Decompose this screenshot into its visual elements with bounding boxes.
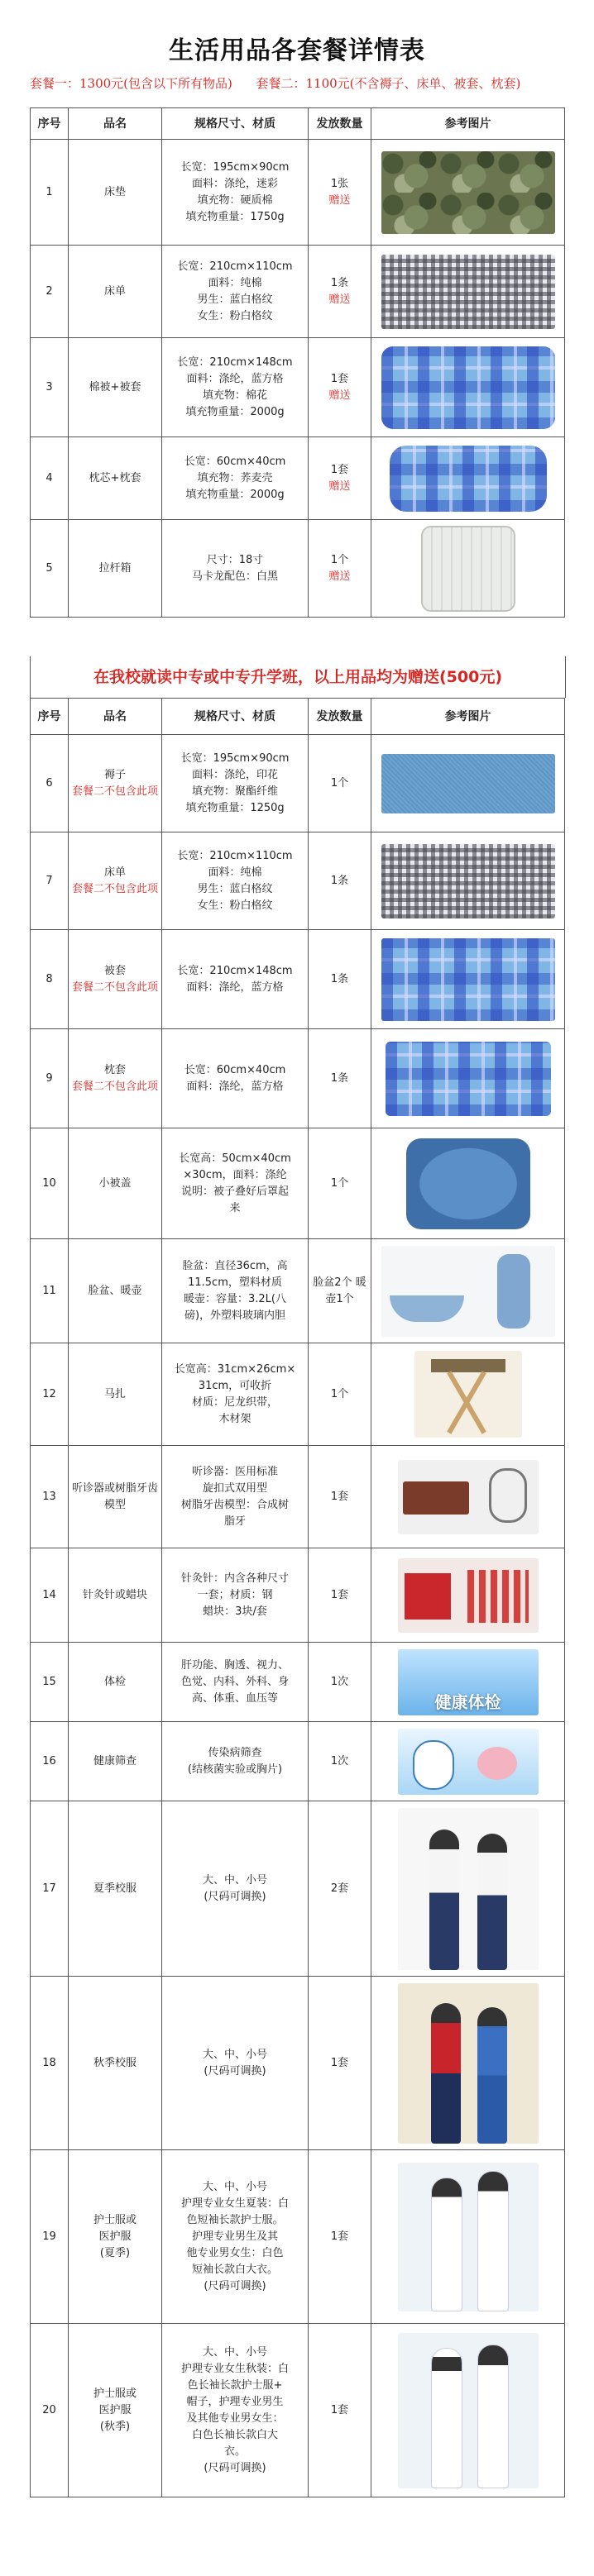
- spec-line: 男生：蓝白格纹: [197, 882, 273, 895]
- table-row: [31, 1343, 565, 1446]
- mattress-pad-image: [381, 754, 555, 813]
- spec-line: 高、体重、血压等: [191, 1691, 278, 1705]
- row-no: 10: [31, 1128, 69, 1239]
- row-image: [371, 338, 565, 437]
- package-line: [0, 71, 594, 96]
- qty-value: 1套: [330, 372, 349, 385]
- spec-line: 11.5cm，塑料材质: [188, 1276, 282, 1289]
- row-qty: 1个: [309, 735, 371, 832]
- row-name: 脸盆、暖壶: [69, 1239, 162, 1343]
- item-name: 褥子: [103, 768, 126, 781]
- row-name: [69, 1029, 162, 1128]
- row-name: [69, 735, 162, 832]
- spec-line: 长宽：60cm×40cm: [184, 1063, 286, 1076]
- table-row: [31, 1548, 565, 1643]
- row-no: 8: [31, 930, 69, 1029]
- row-name: 健康筛查: [69, 1722, 162, 1801]
- doctor-figure-icon: [477, 2171, 509, 2311]
- header-spec: 规格尺寸、材质: [162, 108, 309, 140]
- spec-line: 大、中、小号: [202, 2345, 267, 2359]
- spec-line: (尺码可调换): [204, 2064, 266, 2077]
- row-qty: 1次: [309, 1643, 371, 1722]
- row-image: [371, 1801, 565, 1977]
- pillow-image: [390, 446, 547, 512]
- spec-line: 护理专业女生秋装：白: [180, 2362, 289, 2375]
- row-image: [371, 437, 565, 520]
- header-qty: 发放数量: [309, 699, 371, 735]
- row-image: [371, 930, 565, 1029]
- nurse-figure-icon: [431, 2178, 462, 2311]
- excluded-note: 套餐二不包含此项: [72, 785, 159, 798]
- spec-line: 传染病筛查: [208, 1746, 262, 1759]
- table-row: [31, 930, 565, 1029]
- spec-line: 面料：涤纶，迷彩: [191, 177, 278, 190]
- spec-line: 长宽：60cm×40cm: [184, 455, 286, 468]
- row-qty: [309, 140, 371, 246]
- spec-line: 护理专业男生及其: [191, 2230, 278, 2243]
- row-image: [371, 140, 565, 246]
- health-check-banner-text: 健康体检: [434, 1691, 501, 1712]
- row-name: 棉被+被套: [69, 338, 162, 437]
- spec-line: 肝功能、胸透、视力、: [180, 1658, 289, 1672]
- spec-line: 面料：纯棉: [208, 866, 262, 879]
- spec-line: 长宽：210cm×148cm: [177, 355, 293, 369]
- doctor-figure-icon: [477, 2345, 509, 2488]
- row-no: 2: [31, 246, 69, 338]
- row-qty: 1个: [309, 1343, 371, 1446]
- spec-line: 旋扣式双用型: [202, 1481, 267, 1495]
- table-section-2: [30, 698, 565, 2497]
- header-img: 参考图片: [371, 699, 565, 735]
- gift-label: 赠送: [328, 570, 351, 583]
- row-spec: [162, 1128, 309, 1239]
- row-no: 13: [31, 1446, 69, 1548]
- row-name: 听诊器或树脂牙齿模型: [69, 1446, 162, 1548]
- package-1: 套餐一：1300元(包含以下所有物品): [30, 76, 232, 91]
- student-figure-icon: [477, 1834, 507, 1970]
- row-name: 护士服或 医护服 (秋季): [69, 2324, 162, 2497]
- table-row: [31, 1128, 565, 1239]
- summer-nurse-uniform-image: [398, 2163, 539, 2311]
- stool-seat-icon: [431, 1359, 505, 1372]
- table-row: [31, 1029, 565, 1128]
- row-name: 床单: [69, 246, 162, 338]
- row-image: [371, 832, 565, 930]
- table-row: [31, 1801, 565, 1977]
- row-no: 12: [31, 1343, 69, 1446]
- row-no: 5: [31, 520, 69, 618]
- row-name: [69, 930, 162, 1029]
- table-section-1: [30, 107, 565, 618]
- doctor-icon: [413, 1740, 454, 1790]
- health-check-banner-image: [398, 1649, 539, 1715]
- row-image: [371, 1977, 565, 2150]
- table-row: [31, 338, 565, 437]
- spec-line: 说明：被子叠好后罩起: [180, 1185, 289, 1198]
- row-image: [371, 2324, 565, 2497]
- row-qty: 1套: [309, 1977, 371, 2150]
- row-spec: [162, 1977, 309, 2150]
- basin-thermos-image: [381, 1246, 555, 1337]
- spec-line: 面料：涤纶，印花: [191, 768, 278, 781]
- spec-line: 色短袖长款护士服。: [186, 2213, 284, 2226]
- gift-label: 赠送: [328, 389, 351, 402]
- row-image: [371, 1643, 565, 1722]
- table-row: [31, 520, 565, 618]
- row-name: 马扎: [69, 1343, 162, 1446]
- row-spec: [162, 437, 309, 520]
- spec-line: 他专业男女生：白色: [186, 2246, 284, 2259]
- row-name: [69, 832, 162, 930]
- spec-line: 白色长袖长款白大: [191, 2428, 278, 2441]
- spec-line: 男生：蓝白格纹: [197, 293, 273, 306]
- table-row: [31, 1239, 565, 1343]
- camo-mattress-image: [381, 151, 555, 234]
- row-image: [371, 1548, 565, 1643]
- row-name: 护士服或 医护服 (夏季): [69, 2150, 162, 2324]
- row-qty: 1套: [309, 2150, 371, 2324]
- row-qty: 1条: [309, 832, 371, 930]
- spec-line: 木材架: [218, 1412, 251, 1425]
- spec-line: 面料：涤纶，蓝方格: [186, 980, 284, 994]
- row-no: 19: [31, 2150, 69, 2324]
- row-spec: [162, 2150, 309, 2324]
- spec-line: 女生：粉白格纹: [197, 309, 273, 322]
- row-qty: [309, 338, 371, 437]
- header-name: 品名: [69, 108, 162, 140]
- row-qty: 脸盆2个 暖壶1个: [309, 1239, 371, 1343]
- row-qty: 1套: [309, 1548, 371, 1643]
- spec-line: 尺寸：18寸: [206, 553, 264, 566]
- row-spec: [162, 930, 309, 1029]
- table-header-row: [31, 108, 565, 140]
- item-name: 被套: [103, 964, 126, 977]
- basin-icon: [390, 1295, 464, 1322]
- quilt-image: [381, 346, 555, 429]
- item-name: 床单: [103, 866, 126, 879]
- row-spec: [162, 246, 309, 338]
- header-qty: 发放数量: [309, 108, 371, 140]
- table-row: [31, 1643, 565, 1722]
- spec-line: 树脂牙齿模型：合成树: [180, 1498, 289, 1511]
- header-name: 品名: [69, 699, 162, 735]
- row-qty: 1次: [309, 1722, 371, 1801]
- spec-line: (结核菌实验或胸片): [187, 1763, 283, 1776]
- spec-line: (尺码可调换): [204, 2461, 266, 2474]
- row-spec: [162, 140, 309, 246]
- spec-line: 脂牙: [223, 1515, 246, 1528]
- spec-line: 及其他专业男女生：: [186, 2411, 284, 2425]
- row-qty: 1套: [309, 2324, 371, 2497]
- row-image: [371, 1029, 565, 1128]
- package-2: 套餐二：1100元(不含褥子、床单、被套、枕套): [256, 76, 521, 91]
- student-figure-icon: [431, 2003, 461, 2144]
- row-image: [371, 1128, 565, 1239]
- spec-line: 填充物重量：2000g: [185, 488, 285, 501]
- row-no: 18: [31, 1977, 69, 2150]
- spec-line: 长宽：210cm×110cm: [177, 849, 293, 862]
- health-screening-image: [398, 1729, 539, 1795]
- spec-line: 女生：粉白格纹: [197, 899, 273, 912]
- gingham-sheet-image: [381, 255, 555, 329]
- spec-line: 长宽：210cm×110cm: [177, 260, 293, 273]
- row-qty: 1条: [309, 930, 371, 1029]
- table-row: [31, 2150, 565, 2324]
- spec-line: 填充物：硬质棉: [197, 193, 273, 207]
- qty-value: 1张: [330, 177, 349, 190]
- row-image: [371, 1239, 565, 1343]
- spec-line: 长宽高：31cm×26cm×: [174, 1362, 296, 1376]
- quilt-cover-image: [406, 1138, 530, 1229]
- spec-line: 31cm，可收折: [198, 1379, 272, 1392]
- row-no: 3: [31, 338, 69, 437]
- row-qty: 1个: [309, 1128, 371, 1239]
- spec-line: 填充物：荞麦壳: [197, 471, 273, 484]
- spec-line: 蜡块：3块/套: [203, 1605, 267, 1618]
- row-image: [371, 1343, 565, 1446]
- student-figure-icon: [477, 2007, 507, 2144]
- row-image: [371, 1446, 565, 1548]
- row-spec: [162, 1643, 309, 1722]
- qty-value: 1套: [330, 463, 349, 476]
- row-spec: [162, 832, 309, 930]
- thermos-icon: [497, 1254, 530, 1329]
- row-spec: [162, 1239, 309, 1343]
- row-qty: 2套: [309, 1801, 371, 1977]
- row-spec: [162, 1446, 309, 1548]
- table-header-row: [31, 699, 565, 735]
- row-spec: [162, 1548, 309, 1643]
- spec-line: 大、中、小号: [202, 1873, 267, 1887]
- table-row: [31, 246, 565, 338]
- teeth-model-icon: [403, 1481, 469, 1515]
- page-title: 生活用品各套餐详情表: [169, 36, 425, 65]
- row-spec: [162, 1722, 309, 1801]
- spec-line: 填充物重量：1750g: [185, 210, 285, 223]
- spec-line: 材质：尼龙织带，: [191, 1395, 278, 1409]
- qty-value: 1条: [330, 276, 349, 289]
- spec-line: 面料：纯棉: [208, 276, 262, 289]
- header-img: 参考图片: [371, 108, 565, 140]
- gift-label: 赠送: [328, 293, 351, 306]
- row-no: 7: [31, 832, 69, 930]
- row-name: 针灸针或蜡块: [69, 1548, 162, 1643]
- row-name: 夏季校服: [69, 1801, 162, 1977]
- spec-line: 针灸针：内含各种尺寸: [180, 1572, 289, 1585]
- duvet-cover-image: [381, 938, 555, 1021]
- gift-banner: 在我校就读中专或中专升学班，以上用品均为赠送(500元): [30, 656, 566, 698]
- row-spec: [162, 1801, 309, 1977]
- row-qty: [309, 246, 371, 338]
- pillowcase-image: [386, 1042, 551, 1116]
- suitcase-image: [421, 526, 515, 612]
- row-spec: [162, 2324, 309, 2497]
- spec-line: 大、中、小号: [202, 2048, 267, 2061]
- needle-box-icon: [405, 1573, 451, 1620]
- qty-value: 1个: [330, 553, 349, 566]
- row-spec: [162, 1029, 309, 1128]
- spec-line: 磅)，外塑料玻璃内胆: [184, 1309, 286, 1322]
- row-spec: [162, 735, 309, 832]
- row-no: 9: [31, 1029, 69, 1128]
- spec-line: (尺码可调换): [204, 1890, 266, 1903]
- excluded-note: 套餐二不包含此项: [72, 882, 159, 895]
- row-spec: [162, 520, 309, 618]
- virus-icon: [477, 1747, 517, 1780]
- spec-line: 长宽：210cm×148cm: [177, 964, 293, 977]
- spec-line: 色觉、内科、外科、身: [180, 1675, 289, 1688]
- row-qty: 1套: [309, 1446, 371, 1548]
- table-row: [31, 1977, 565, 2150]
- row-image: [371, 1722, 565, 1801]
- spec-line: 帽子，护理专业男生: [186, 2395, 284, 2408]
- header-no: 序号: [31, 699, 69, 735]
- excluded-note: 套餐二不包含此项: [72, 980, 159, 994]
- spec-line: 填充物重量：2000g: [185, 405, 285, 418]
- table-row: [31, 1722, 565, 1801]
- acupuncture-wax-image: [398, 1558, 539, 1633]
- folding-stool-image: [414, 1351, 522, 1438]
- spec-line: 暖壶：容量：3.2L(八: [184, 1292, 286, 1305]
- excluded-note: 套餐二不包含此项: [72, 1080, 159, 1093]
- table-row: [31, 2324, 565, 2497]
- spec-line: 短袖长款白大衣。: [191, 2263, 278, 2276]
- row-spec: [162, 1343, 309, 1446]
- spec-line: 衣。: [223, 2445, 246, 2458]
- spec-line: 长宽：195cm×90cm: [180, 751, 290, 765]
- row-name: 体检: [69, 1643, 162, 1722]
- spec-line: 长宽高：50cm×40cm: [179, 1152, 291, 1165]
- wax-block-icon: [467, 1570, 529, 1623]
- row-image: [371, 2150, 565, 2324]
- spec-line: 护理专业女生夏装：白: [180, 2197, 289, 2210]
- stethoscope-teeth-image: [398, 1460, 539, 1534]
- row-name: 床垫: [69, 140, 162, 246]
- row-no: 6: [31, 735, 69, 832]
- spec-line: 色长袖长款护士服+: [187, 2378, 283, 2392]
- spec-line: 一套；材质：钢: [197, 1588, 273, 1601]
- row-image: [371, 520, 565, 618]
- row-no: 4: [31, 437, 69, 520]
- sheet-image: [381, 844, 555, 918]
- row-no: 15: [31, 1643, 69, 1722]
- row-qty: 1条: [309, 1029, 371, 1128]
- table-row: [31, 832, 565, 930]
- gift-label: 赠送: [328, 193, 351, 207]
- spec-line: 面料：涤纶，蓝方格: [186, 372, 284, 385]
- autumn-nurse-uniform-image: [398, 2333, 539, 2488]
- spec-line: ×30cm，面料：涤纶: [183, 1168, 287, 1181]
- row-no: 14: [31, 1548, 69, 1643]
- nurse-figure-icon: [431, 2348, 462, 2488]
- row-name: 拉杆箱: [69, 520, 162, 618]
- header-spec: 规格尺寸、材质: [162, 699, 309, 735]
- row-image: [371, 246, 565, 338]
- spec-line: 长宽：195cm×90cm: [180, 160, 290, 174]
- spec-line: 脸盆：直径36cm，高: [182, 1259, 288, 1272]
- row-no: 17: [31, 1801, 69, 1977]
- spec-line: 听诊器：医用标准: [191, 1465, 278, 1478]
- spec-line: 大、中、小号: [202, 2180, 267, 2193]
- row-qty: [309, 437, 371, 520]
- table-row: [31, 140, 565, 246]
- spec-line: 填充物重量：1250g: [185, 801, 285, 814]
- gift-label: 赠送: [328, 479, 351, 493]
- row-no: 11: [31, 1239, 69, 1343]
- table-row: [31, 437, 565, 520]
- spec-line: 来: [229, 1201, 241, 1214]
- summer-uniform-image: [398, 1808, 539, 1970]
- row-no: 16: [31, 1722, 69, 1801]
- row-name: 小被盖: [69, 1128, 162, 1239]
- row-no: 1: [31, 140, 69, 246]
- row-qty: [309, 520, 371, 618]
- item-name: 枕套: [103, 1063, 126, 1076]
- spec-line: 填充物：棉花: [202, 389, 267, 402]
- stethoscope-icon: [489, 1468, 527, 1523]
- spec-line: 马卡龙配色：白黑: [191, 570, 278, 583]
- row-name: 枕芯+枕套: [69, 437, 162, 520]
- row-image: [371, 735, 565, 832]
- table-row: [31, 735, 565, 832]
- row-spec: [162, 338, 309, 437]
- autumn-uniform-image: [398, 1983, 539, 2144]
- spec-line: 填充物：聚酯纤维: [191, 785, 278, 798]
- row-name: 秋季校服: [69, 1977, 162, 2150]
- table-row: [31, 1446, 565, 1548]
- spec-line: 面料：涤纶，蓝方格: [186, 1080, 284, 1093]
- header-no: 序号: [31, 108, 69, 140]
- spec-line: (尺码可调换): [204, 2279, 266, 2292]
- row-no: 20: [31, 2324, 69, 2497]
- student-figure-icon: [429, 1829, 459, 1970]
